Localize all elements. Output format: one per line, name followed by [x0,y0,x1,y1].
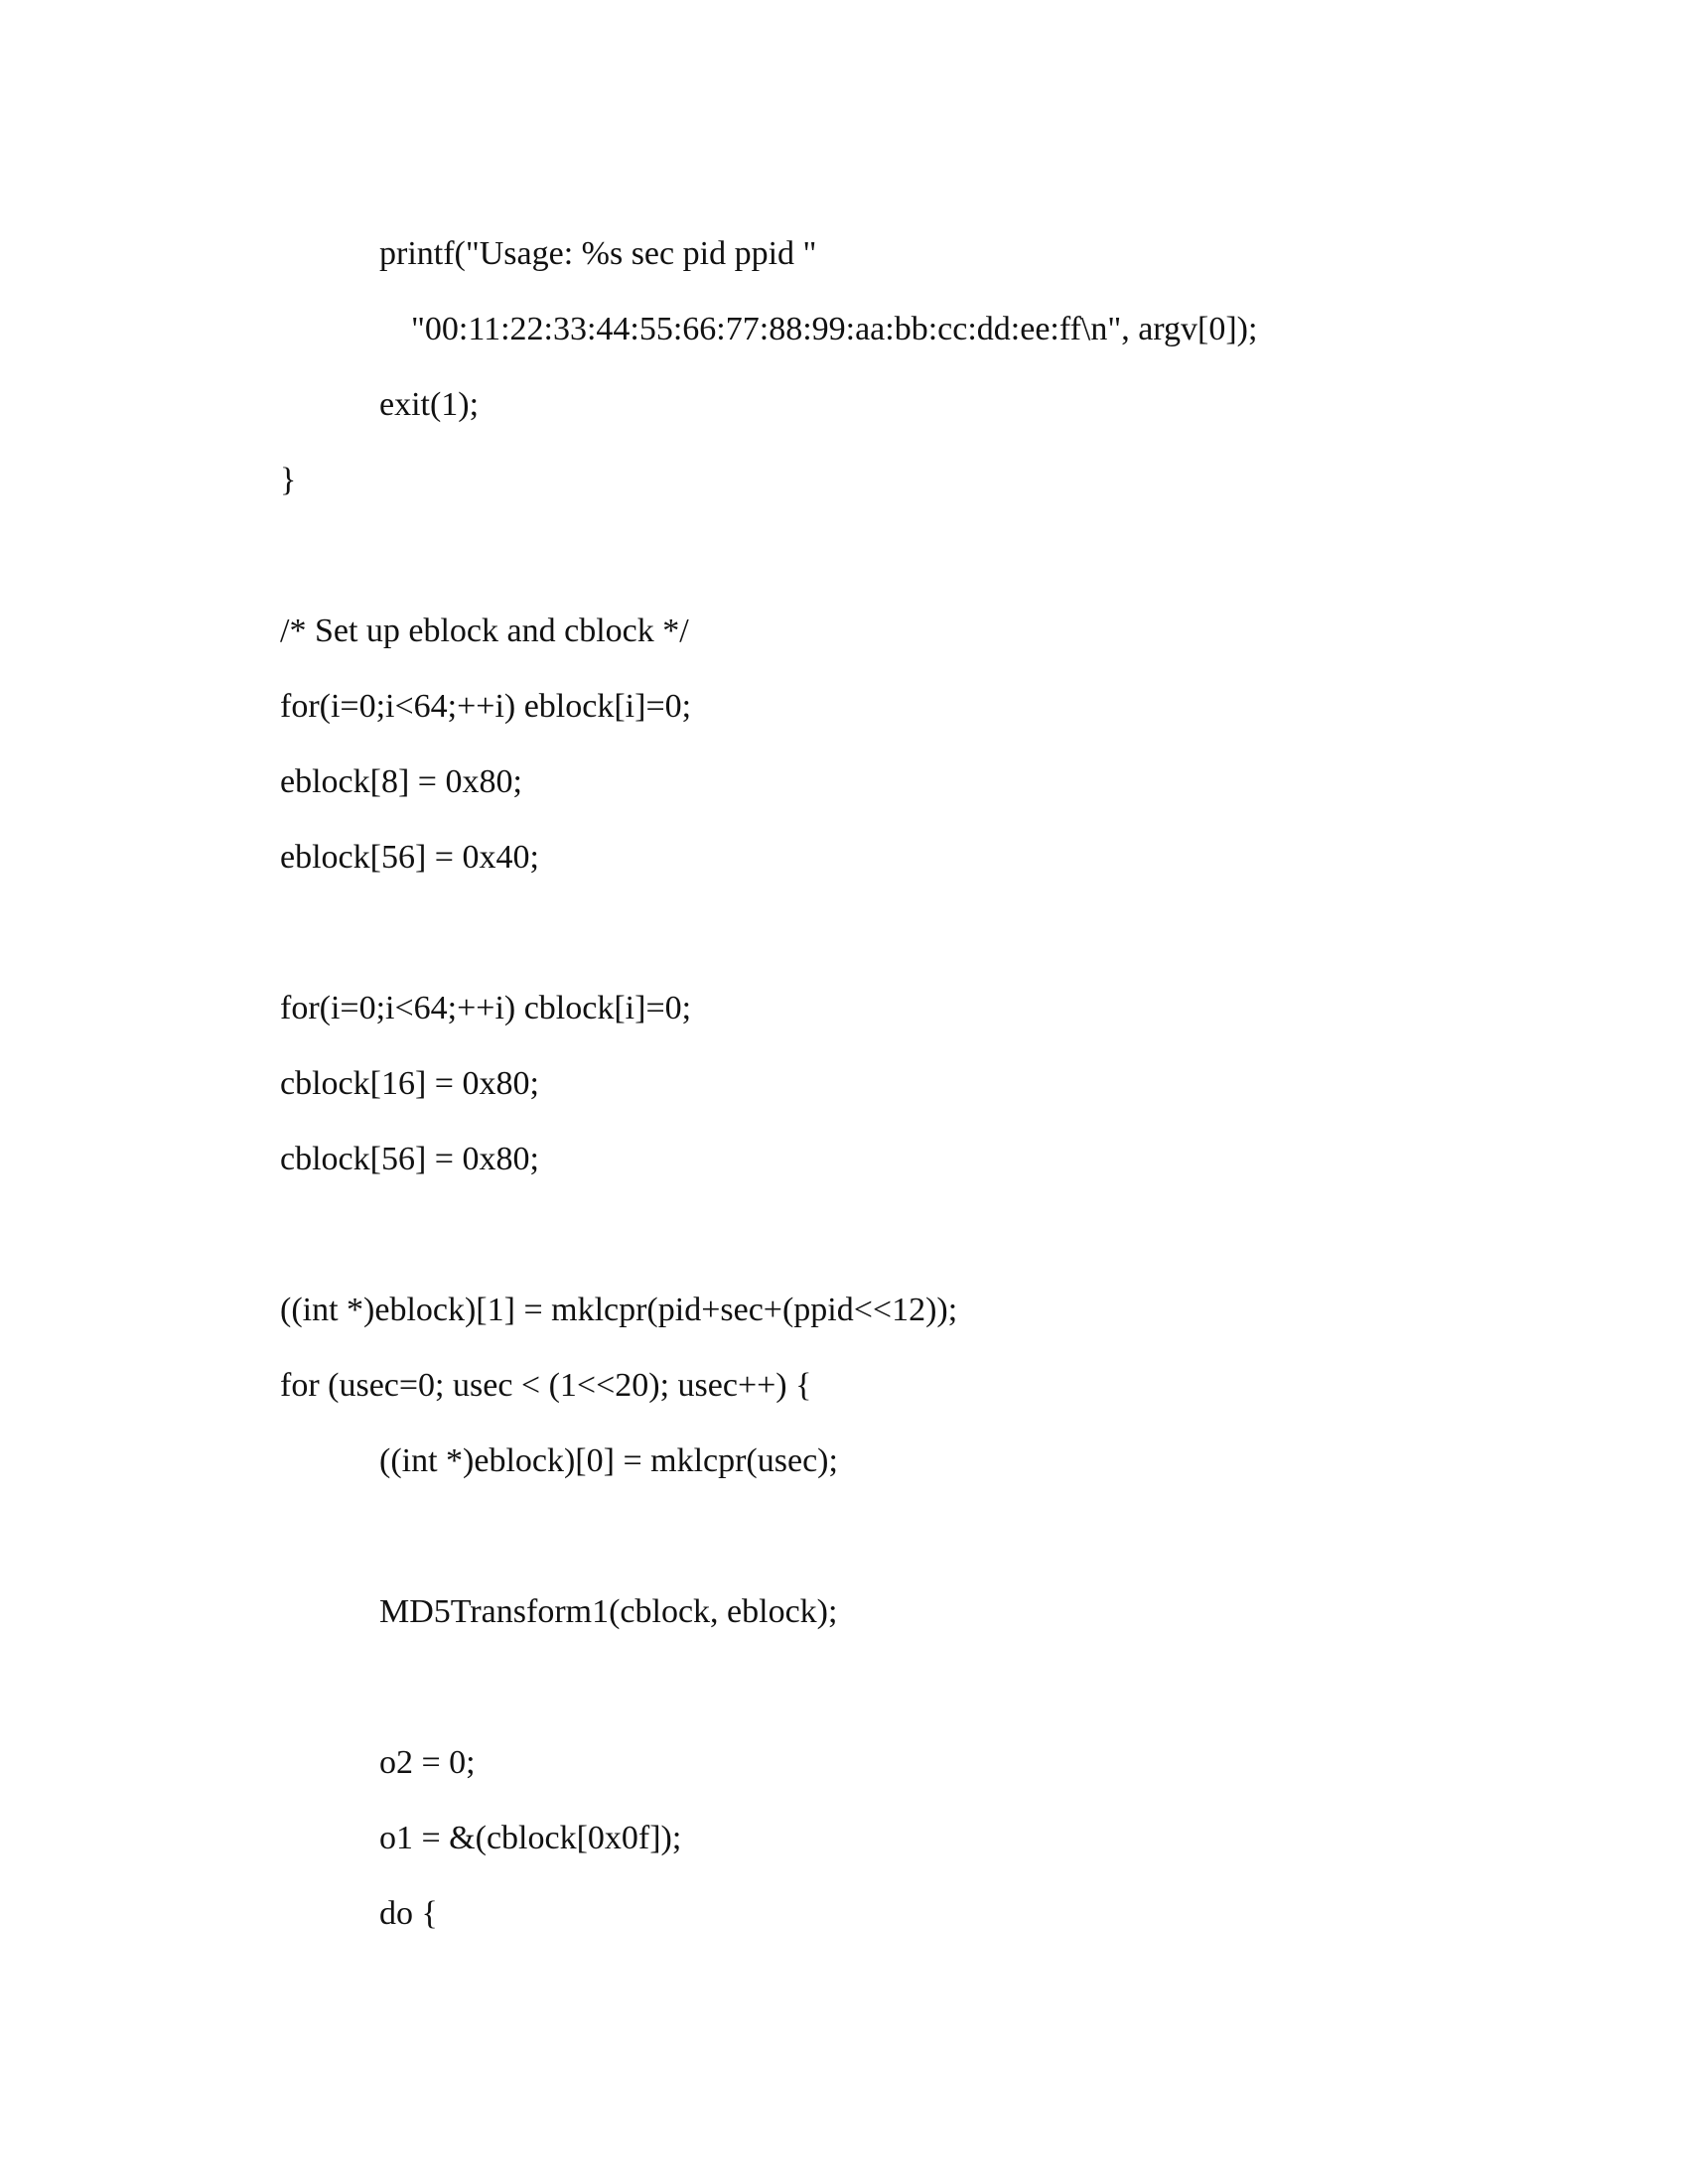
code-line-comment: /* Set up eblock and cblock */ [280,613,689,649]
code-line-for-usec: for (usec=0; usec < (1<<20); usec++) { [280,1367,812,1404]
code-line-cblock-16: cblock[16] = 0x80; [280,1065,539,1102]
code-line-eblock-56: eblock[56] = 0x40; [280,839,539,876]
code-line-md5transform: MD5Transform1(cblock, eblock); [379,1593,838,1630]
code-line-eblock-0: ((int *)eblock)[0] = mklcpr(usec); [379,1442,838,1479]
code-line-o1: o1 = &(cblock[0x0f]); [379,1820,682,1856]
code-line-eblock-1: ((int *)eblock)[1] = mklcpr(pid+sec+(ppid<<12)); [280,1292,958,1328]
code-line-exit: exit(1); [379,386,480,423]
code-line-usage-string: "00:11:22:33:44:55:66:77:88:99:aa:bb:cc:dd:ee:ff\n", argv[0]); [411,311,1258,347]
code-line-cblock-56: cblock[56] = 0x80; [280,1141,539,1177]
code-line-do: do { [379,1895,438,1932]
code-line-eblock-loop: for(i=0;i<64;++i) eblock[i]=0; [280,688,692,725]
code-line-closing-brace: } [280,462,297,498]
code-line-cblock-loop: for(i=0;i<64;++i) cblock[i]=0; [280,990,692,1026]
code-line-printf: printf("Usage: %s sec pid ppid " [379,235,817,272]
code-line-o2: o2 = 0; [379,1744,476,1781]
code-line-eblock-8: eblock[8] = 0x80; [280,763,522,800]
